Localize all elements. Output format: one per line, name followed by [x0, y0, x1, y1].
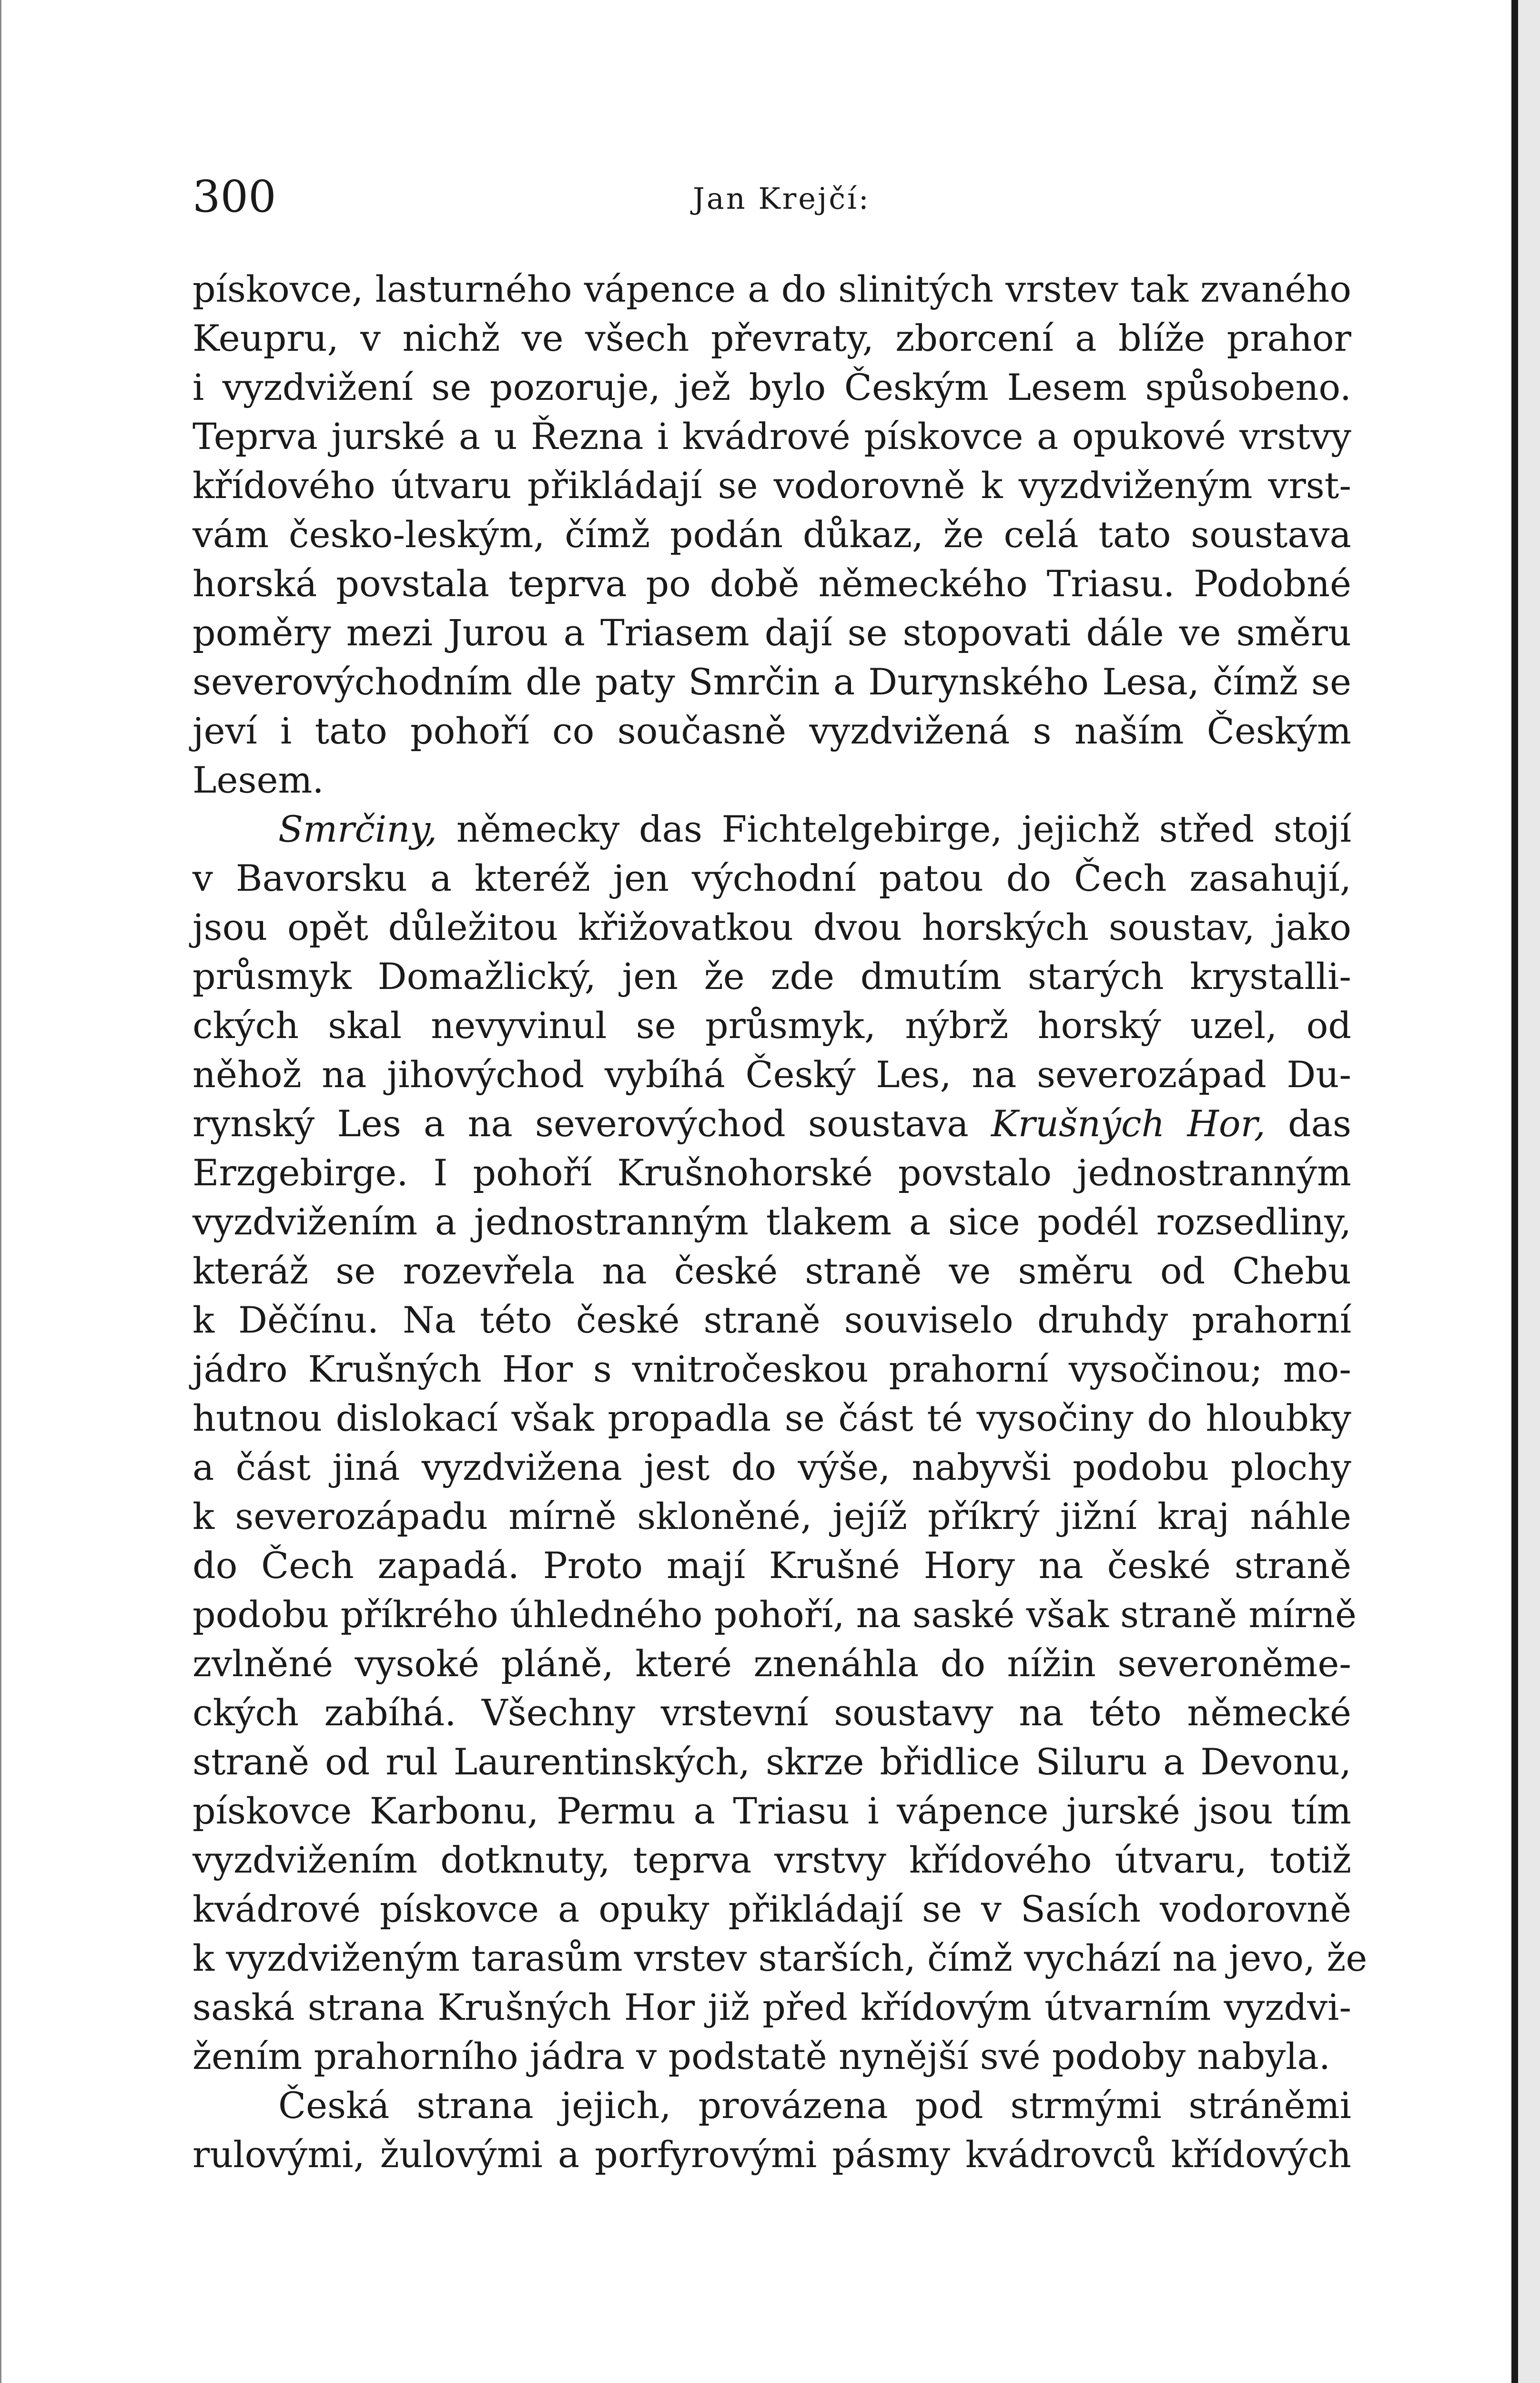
- text-line: a část jiná vyzdvižena jest do výše, nabyvši podobu plochy: [192, 1446, 1351, 1488]
- text-line: hutnou dislokací však propadla se část té vysočiny do hloubky: [192, 1397, 1351, 1439]
- text-line: Teprva jurské a u Řezna i kvádrové pískovce a opukové vrstvy: [192, 415, 1351, 458]
- text-line: k severozápadu mírně skloněné, jejíž příkrý jižní kraj náhle: [192, 1495, 1351, 1538]
- text-line: v Bavorsku a kteréž jen východní patou do Čech zasahují,: [192, 857, 1351, 899]
- text-line: pískovce Karbonu, Permu a Triasu i vápence jurské jsou tím: [192, 1790, 1351, 1832]
- text-line: [192, 1099, 1351, 1148]
- page-number: 300: [192, 171, 276, 222]
- text-line: do Čech zapadá. Proto mají Krušné Hory na české straně: [192, 1544, 1351, 1587]
- body-text: [192, 265, 1368, 2179]
- text-line: k Děčínu. Na této české straně souviselo druhdy prahorní: [192, 1299, 1351, 1341]
- text-line: průsmyk Domažlický, jen že zde dmutím starých krystalli-: [192, 955, 1351, 998]
- text-line: horská povstala teprva po době německého Triasu. Podobné: [192, 562, 1351, 605]
- text-line: zvlněné vysoké pláně, které znenáhla do nížin severoněme-: [192, 1642, 1351, 1685]
- text-segment: das: [1265, 1102, 1351, 1145]
- text-line: saská strana Krušných Hor již před křídovým útvarním vyzdvi-: [192, 1986, 1351, 2028]
- text-line: jádro Krušných Hor s vnitročeskou prahorní vysočinou; mo-: [192, 1348, 1351, 1390]
- text-line: žením prahorního jádra v podstatě nynější své podoby nabyla.: [192, 2035, 1331, 2077]
- text-line: podobu příkrého úhledného pohoří, na saské však straně mírně: [192, 1593, 1357, 1636]
- italic-term: Krušných Hor,: [991, 1102, 1266, 1145]
- text-line: ckých zabíhá. Všechny vrstevní soustavy na této německé: [192, 1691, 1351, 1734]
- text-line: Lesem.: [192, 759, 324, 801]
- page-right-edge: [1511, 0, 1540, 2383]
- text-segment: německy das Fichtelgebirge, jejichž střed stojí: [437, 808, 1351, 850]
- text-line: Keupru, v nichž ve všech převraty, zborcení a blíže prahor: [192, 317, 1351, 359]
- text-line: rulovými, žulovými a porfyrovými pásmy kvádrovců křídových: [192, 2133, 1351, 2176]
- running-head: Jan Krejčí:: [693, 181, 871, 216]
- text-segment: rynský Les a na severovýchod soustava: [192, 1102, 991, 1145]
- text-line: kvádrové pískovce a opuky přikládají se v Sasích vodorovně: [192, 1888, 1351, 1930]
- text-line: jsou opět důležitou křižovatkou dvou horských soustav, jako: [192, 906, 1351, 948]
- text-line: křídového útvaru přikládají se vodorovně k vyzdviženým vrst-: [192, 464, 1351, 507]
- text-line: kteráž se rozevřela na české straně ve směru od Chebu: [192, 1250, 1351, 1292]
- page-header: [192, 166, 1351, 228]
- text-line: k vyzdviženým tarasům vrstev starších, čímž vychází na jevo, že: [192, 1937, 1368, 1979]
- text-line: pískovce, lasturného vápence a do slinitých vrstev tak zvaného: [192, 268, 1351, 310]
- binding-shadow: [1511, 0, 1518, 2383]
- text-line: vyzdvižením dotknuty, teprva vrstvy křídového útvaru, totiž: [192, 1839, 1351, 1881]
- text-line: severovýchodním dle paty Smrčin a Durynského Lesa, čímž se: [192, 661, 1351, 703]
- text-line: i vyzdvižení se pozoruje, jež bylo Českým Lesem spůsobeno.: [192, 366, 1351, 408]
- paragraph-start-line: [192, 805, 1351, 854]
- text-line: straně od rul Laurentinských, skrze břidlice Siluru a Devonu,: [192, 1741, 1351, 1783]
- text-line: jeví i tato pohoří co současně vyzdvižená s naším Českým: [192, 710, 1351, 752]
- page-left-edge: [0, 0, 1, 2383]
- italic-term: Smrčiny,: [278, 808, 437, 850]
- text-line: vám česko-leským, čímž podán důkaz, že celá tato soustava: [192, 513, 1351, 556]
- text-line: poměry mezi Jurou a Triasem dají se stopovati dále ve směru: [192, 611, 1351, 654]
- text-line: vyzdvižením a jednostranným tlakem a sice podél rozsedliny,: [192, 1201, 1351, 1243]
- text-line: Erzgebirge. I pohoří Krušnohorské povstalo jednostranným: [192, 1151, 1351, 1194]
- text-line: něhož na jihovýchod vybíhá Český Les, na severozápad Du-: [192, 1053, 1351, 1096]
- text-line: ckých skal nevyvinul se průsmyk, nýbrž horský uzel, od: [192, 1004, 1351, 1047]
- paragraph-start-line: Česká strana jejich, provázena pod strmými stráněmi: [278, 2084, 1351, 2127]
